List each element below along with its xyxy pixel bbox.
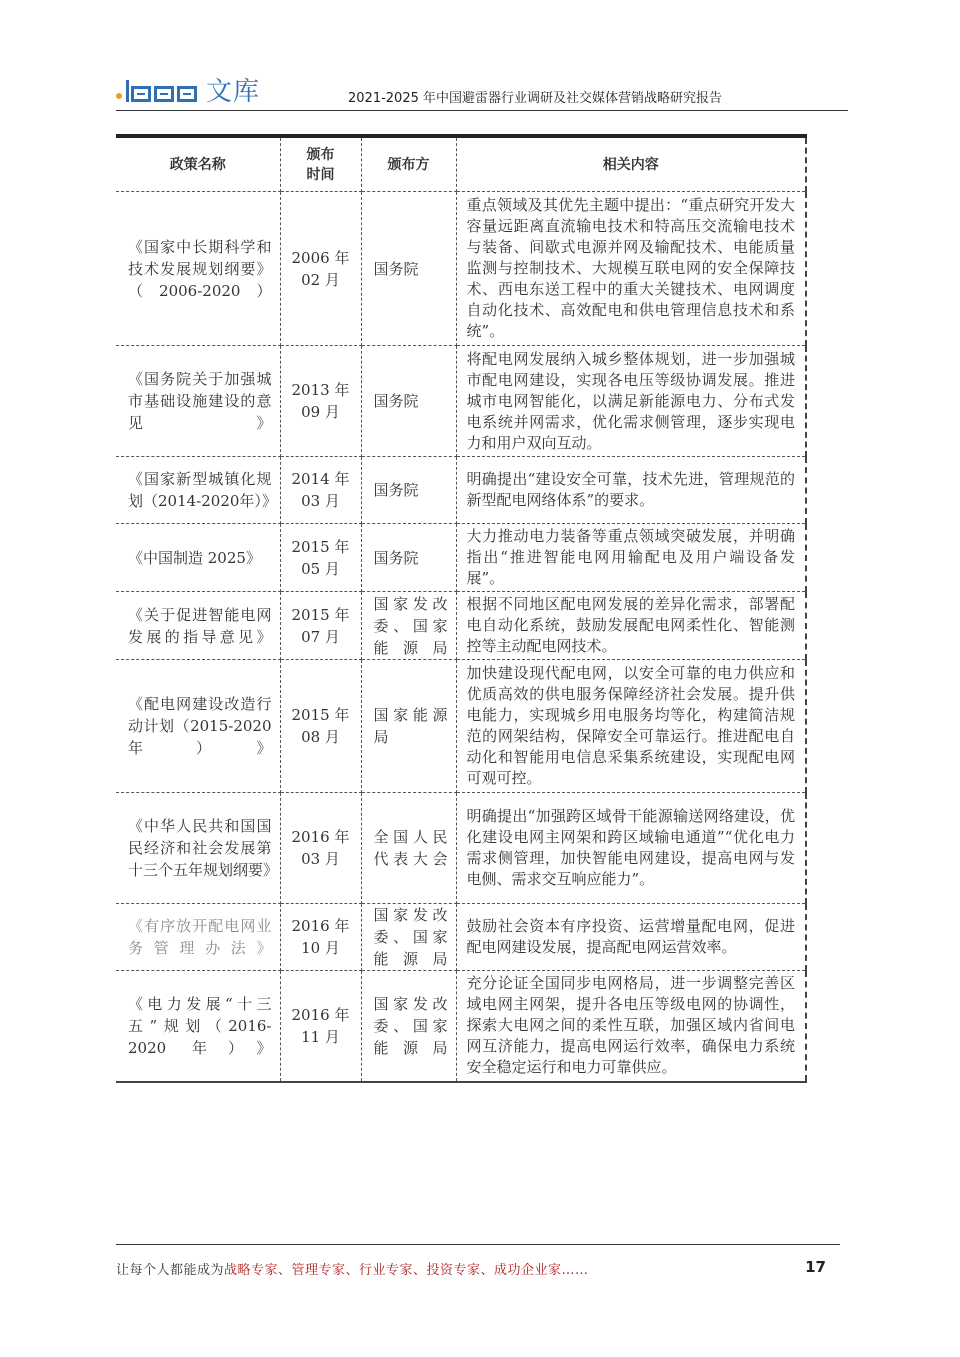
publisher-cell: 国务院: [361, 524, 456, 592]
policy-name-cell: 《国务院关于加强城市基础设施建设的意见》: [116, 346, 280, 457]
policy-name-cell: 《国家新型城镇化规划（2014-2020年）》: [116, 457, 280, 524]
header-publisher: 颁布方: [361, 136, 456, 192]
issue-year: 2016 年: [291, 917, 350, 935]
policy-name-cell: 《电力发展“十三五”规划（2016-2020 年）》: [116, 971, 280, 1082]
issue-month: 09 月: [301, 403, 340, 421]
content-cell: 明确提出“建设安全可靠，技术先进，管理规范的新型配电网络体系”的要求。: [456, 457, 806, 524]
issue-time-cell: [280, 660, 361, 793]
issue-year: 2014 年: [291, 470, 350, 488]
issue-month: 03 月: [301, 850, 340, 868]
table-row: [116, 457, 806, 524]
header-issue-time-line2: 时间: [306, 166, 335, 183]
table-row: [116, 192, 806, 346]
report-title: 2021-2025 年中国避雷器行业调研及社交媒体营销战略研究报告: [348, 91, 722, 106]
publisher-cell: 国务院: [361, 457, 456, 524]
table-header-row: [116, 136, 806, 192]
page-number: 17: [805, 1258, 826, 1276]
logo-dot-icon: [116, 93, 122, 99]
policy-name-cell: 《关于促进智能电网发展的指导意见》: [116, 592, 280, 660]
issue-time-cell: [280, 346, 361, 457]
table-row: [116, 660, 806, 793]
publisher-cell: 国务院: [361, 192, 456, 346]
issue-time-cell: [280, 524, 361, 592]
table-row: [116, 592, 806, 660]
publisher-cell: 国家发改委、国家能源局: [361, 592, 456, 660]
issue-time-cell: [280, 192, 361, 346]
footer-slogan: [116, 1259, 589, 1278]
table-row: [116, 904, 806, 971]
issue-year: 2006 年: [291, 248, 350, 267]
logo: [116, 72, 260, 106]
content-cell: 根据不同地区配电网发展的差异化需求，部署配电自动化系统，鼓励发展配电网柔性化、智能测控等主动配电网技术。: [456, 592, 806, 660]
content-cell: 重点领域及其优先主题中提出：“重点研究开发大容量远距离直流输电技术和特高压交流输电技术与装备、间歇式电源并网及输配技术、电能质量监测与控制技术、大规模互联电网的安全保障技术、西电东送工程中的重大关键技术、电网调度自动化技术、高效配电和供电管理信息技术和系统”。: [456, 192, 806, 346]
logo-mark-icon: [126, 76, 200, 102]
issue-month: 07 月: [301, 627, 340, 646]
publisher-cell: 国家发改委、国家能源局: [361, 971, 456, 1082]
issue-time-cell: [280, 904, 361, 971]
content-cell: 充分论证全国同步电网格局，进一步调整完善区域电网主网架，提升各电压等级电网的协调性，探索大电网之间的柔性互联，加强区域内省间电网互济能力，提高电网运行效率，确保电力系统安全稳定运行和电力可靠供应。: [456, 971, 806, 1082]
logo-text: 文库: [206, 76, 261, 107]
issue-month: 02 月: [301, 270, 340, 289]
header-policy-name: 政策名称: [116, 136, 280, 192]
policy-name-cell: 《中国制造 2025》: [116, 524, 280, 592]
issue-time-cell: [280, 971, 361, 1082]
policy-name-cell: 《配电网建设改造行动计划（2015-2020 年）》: [116, 660, 280, 793]
issue-month: 10 月: [301, 939, 340, 957]
page-footer: [116, 1244, 840, 1278]
policy-name-cell: 《有序放开配电网业务管理办法》: [116, 904, 280, 971]
issue-time-cell: [280, 793, 361, 904]
content-cell: 加快建设现代配电网，以安全可靠的电力供应和优质高效的供电服务保障经济社会发展。提升供电能力，实现城乡用电服务均等化，构建简洁规范的网架结构，保障安全可靠运行。推进配电自动化和智能用电信息采集系统建设，实现配电网可观可控。: [456, 660, 806, 793]
header-issue-time-line1: 颁布: [306, 146, 335, 163]
issue-month: 11 月: [301, 1027, 340, 1046]
content-cell: 将配电网发展纳入城乡整体规划，进一步加强城市配电网建设，实现各电压等级协调发展。推进城市电网智能化，以满足新能源电力、分布式发电系统并网需求，优化需求侧管理，逐步实现电力和用户双向互动。: [456, 346, 806, 457]
page-header: [116, 70, 848, 111]
policy-table-container: [116, 134, 808, 1083]
issue-year: 2016 年: [291, 1005, 350, 1024]
header-issue-time: [280, 136, 361, 192]
issue-year: 2015 年: [291, 605, 350, 624]
slogan-highlight: 战略专家、管理专家、行业专家、投资专家、成功企业家……: [224, 1263, 589, 1278]
content-cell: 鼓励社会资本有序投资、运营增量配电网，促进配电网建设发展，提高配电网运营效率。: [456, 904, 806, 971]
issue-month: 03 月: [301, 492, 340, 510]
table-row: [116, 524, 806, 592]
publisher-cell: 国家发改委、国家能源局: [361, 904, 456, 971]
slogan-prefix: 让每个人都能成为: [116, 1263, 225, 1278]
content-cell: 明确提出“加强跨区域骨干能源输送网络建设，优化建设电网主网架和跨区域输电通道”“优化电力需求侧管理，加快智能电网建设，提高电网与发电侧、需求交互响应能力”。: [456, 793, 806, 904]
issue-year: 2016 年: [291, 828, 350, 846]
table-row: [116, 346, 806, 457]
issue-year: 2015 年: [291, 706, 350, 724]
publisher-cell: 国家能源局: [361, 660, 456, 793]
policy-name-cell: 《国家中长期科学和技术发展规划纲要》（2006-2020）: [116, 192, 280, 346]
content-cell: 大力推动电力装备等重点领域突破发展，并明确指出“推进智能电网用输配电及用户端设备发展”。: [456, 524, 806, 592]
policy-table: [116, 134, 807, 1083]
table-row: [116, 971, 806, 1082]
issue-month: 08 月: [301, 728, 340, 746]
publisher-cell: 全国人民代表大会: [361, 793, 456, 904]
issue-year: 2015 年: [291, 537, 350, 556]
publisher-cell: 国务院: [361, 346, 456, 457]
table-row: [116, 793, 806, 904]
issue-month: 05 月: [301, 559, 340, 578]
policy-name-cell: 《中华人民共和国国民经济和社会发展第十三个五年规划纲要》: [116, 793, 280, 904]
issue-year: 2013 年: [291, 381, 350, 399]
header-content: 相关内容: [456, 136, 806, 192]
issue-time-cell: [280, 457, 361, 524]
issue-time-cell: [280, 592, 361, 660]
